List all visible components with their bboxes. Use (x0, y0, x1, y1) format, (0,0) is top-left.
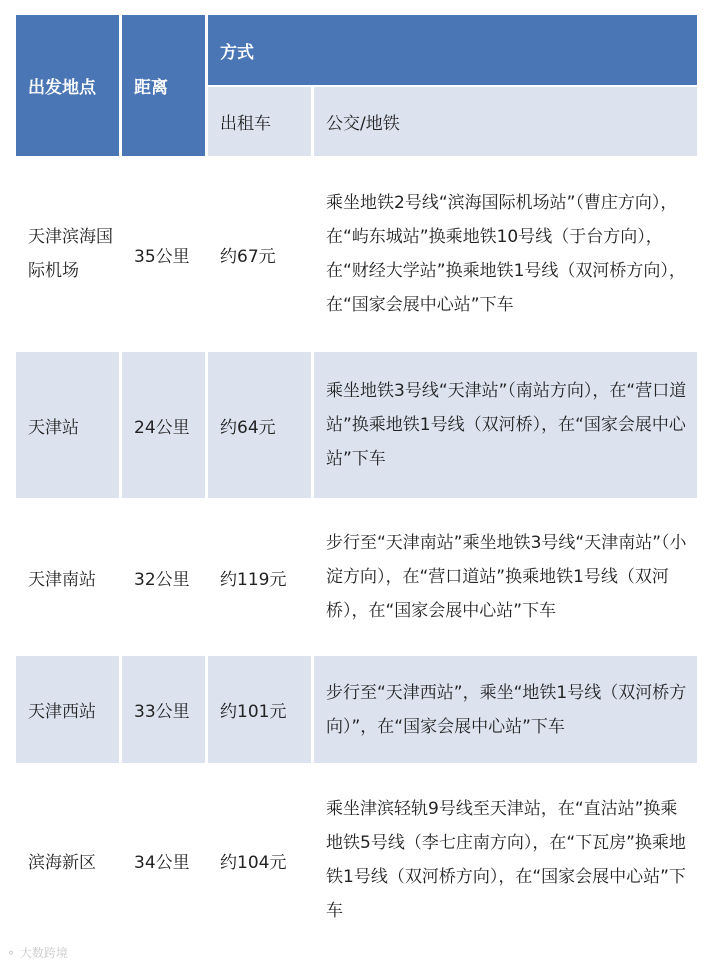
header-method: 方式 (208, 15, 697, 85)
origin-cell: 天津滨海国际机场 (16, 158, 119, 350)
distance-cell: 24公里 (122, 352, 205, 498)
header-transit: 公交/地铁 (314, 87, 697, 156)
table-row (16, 765, 697, 955)
header-taxi: 出租车 (208, 87, 311, 156)
origin-cell: 天津南站 (16, 500, 119, 654)
transit-cell: 乘坐地铁3号线“天津站”（南站方向），在“营口道站”换乘地铁1号线（双河桥），在“国家会展中心站”下车 (314, 352, 697, 498)
table-row (16, 656, 697, 763)
transport-table (13, 13, 700, 957)
header-distance: 距离 (122, 15, 205, 156)
transit-cell: 乘坐地铁2号线“滨海国际机场站”（曹庄方向），在“屿东城站”换乘地铁10号线（于台方向），在“财经大学站”换乘地铁1号线（双河桥方向），在“国家会展中心站”下车 (314, 158, 697, 350)
origin-cell: 天津站 (16, 352, 119, 498)
watermark-logo-icon: ⚬ (6, 946, 20, 960)
distance-cell: 32公里 (122, 500, 205, 654)
table-row (16, 352, 697, 498)
transit-cell: 步行至“天津西站”，乘坐“地铁1号线（双河桥方向）”，在“国家会展中心站”下车 (314, 656, 697, 763)
table-row (16, 500, 697, 654)
taxi-cell: 约101元 (208, 656, 311, 763)
watermark: ⚬ 大数跨境 (6, 946, 68, 960)
distance-cell: 35公里 (122, 158, 205, 350)
origin-cell: 滨海新区 (16, 765, 119, 955)
origin-cell: 天津西站 (16, 656, 119, 763)
taxi-cell: 约67元 (208, 158, 311, 350)
distance-cell: 33公里 (122, 656, 205, 763)
header-origin: 出发地点 (16, 15, 119, 156)
distance-cell: 34公里 (122, 765, 205, 955)
table-row (16, 158, 697, 350)
transit-cell: 步行至“天津南站”乘坐地铁3号线“天津南站”（小淀方向），在“营口道站”换乘地铁1号线（双河桥），在“国家会展中心站”下车 (314, 500, 697, 654)
taxi-cell: 约119元 (208, 500, 311, 654)
taxi-cell: 约104元 (208, 765, 311, 955)
transit-cell: 乘坐津滨轻轨9号线至天津站，在“直沽站”换乘地铁5号线（李七庄南方向），在“下瓦房”换乘地铁1号线（双河桥方向），在“国家会展中心站”下车 (314, 765, 697, 955)
taxi-cell: 约64元 (208, 352, 311, 498)
